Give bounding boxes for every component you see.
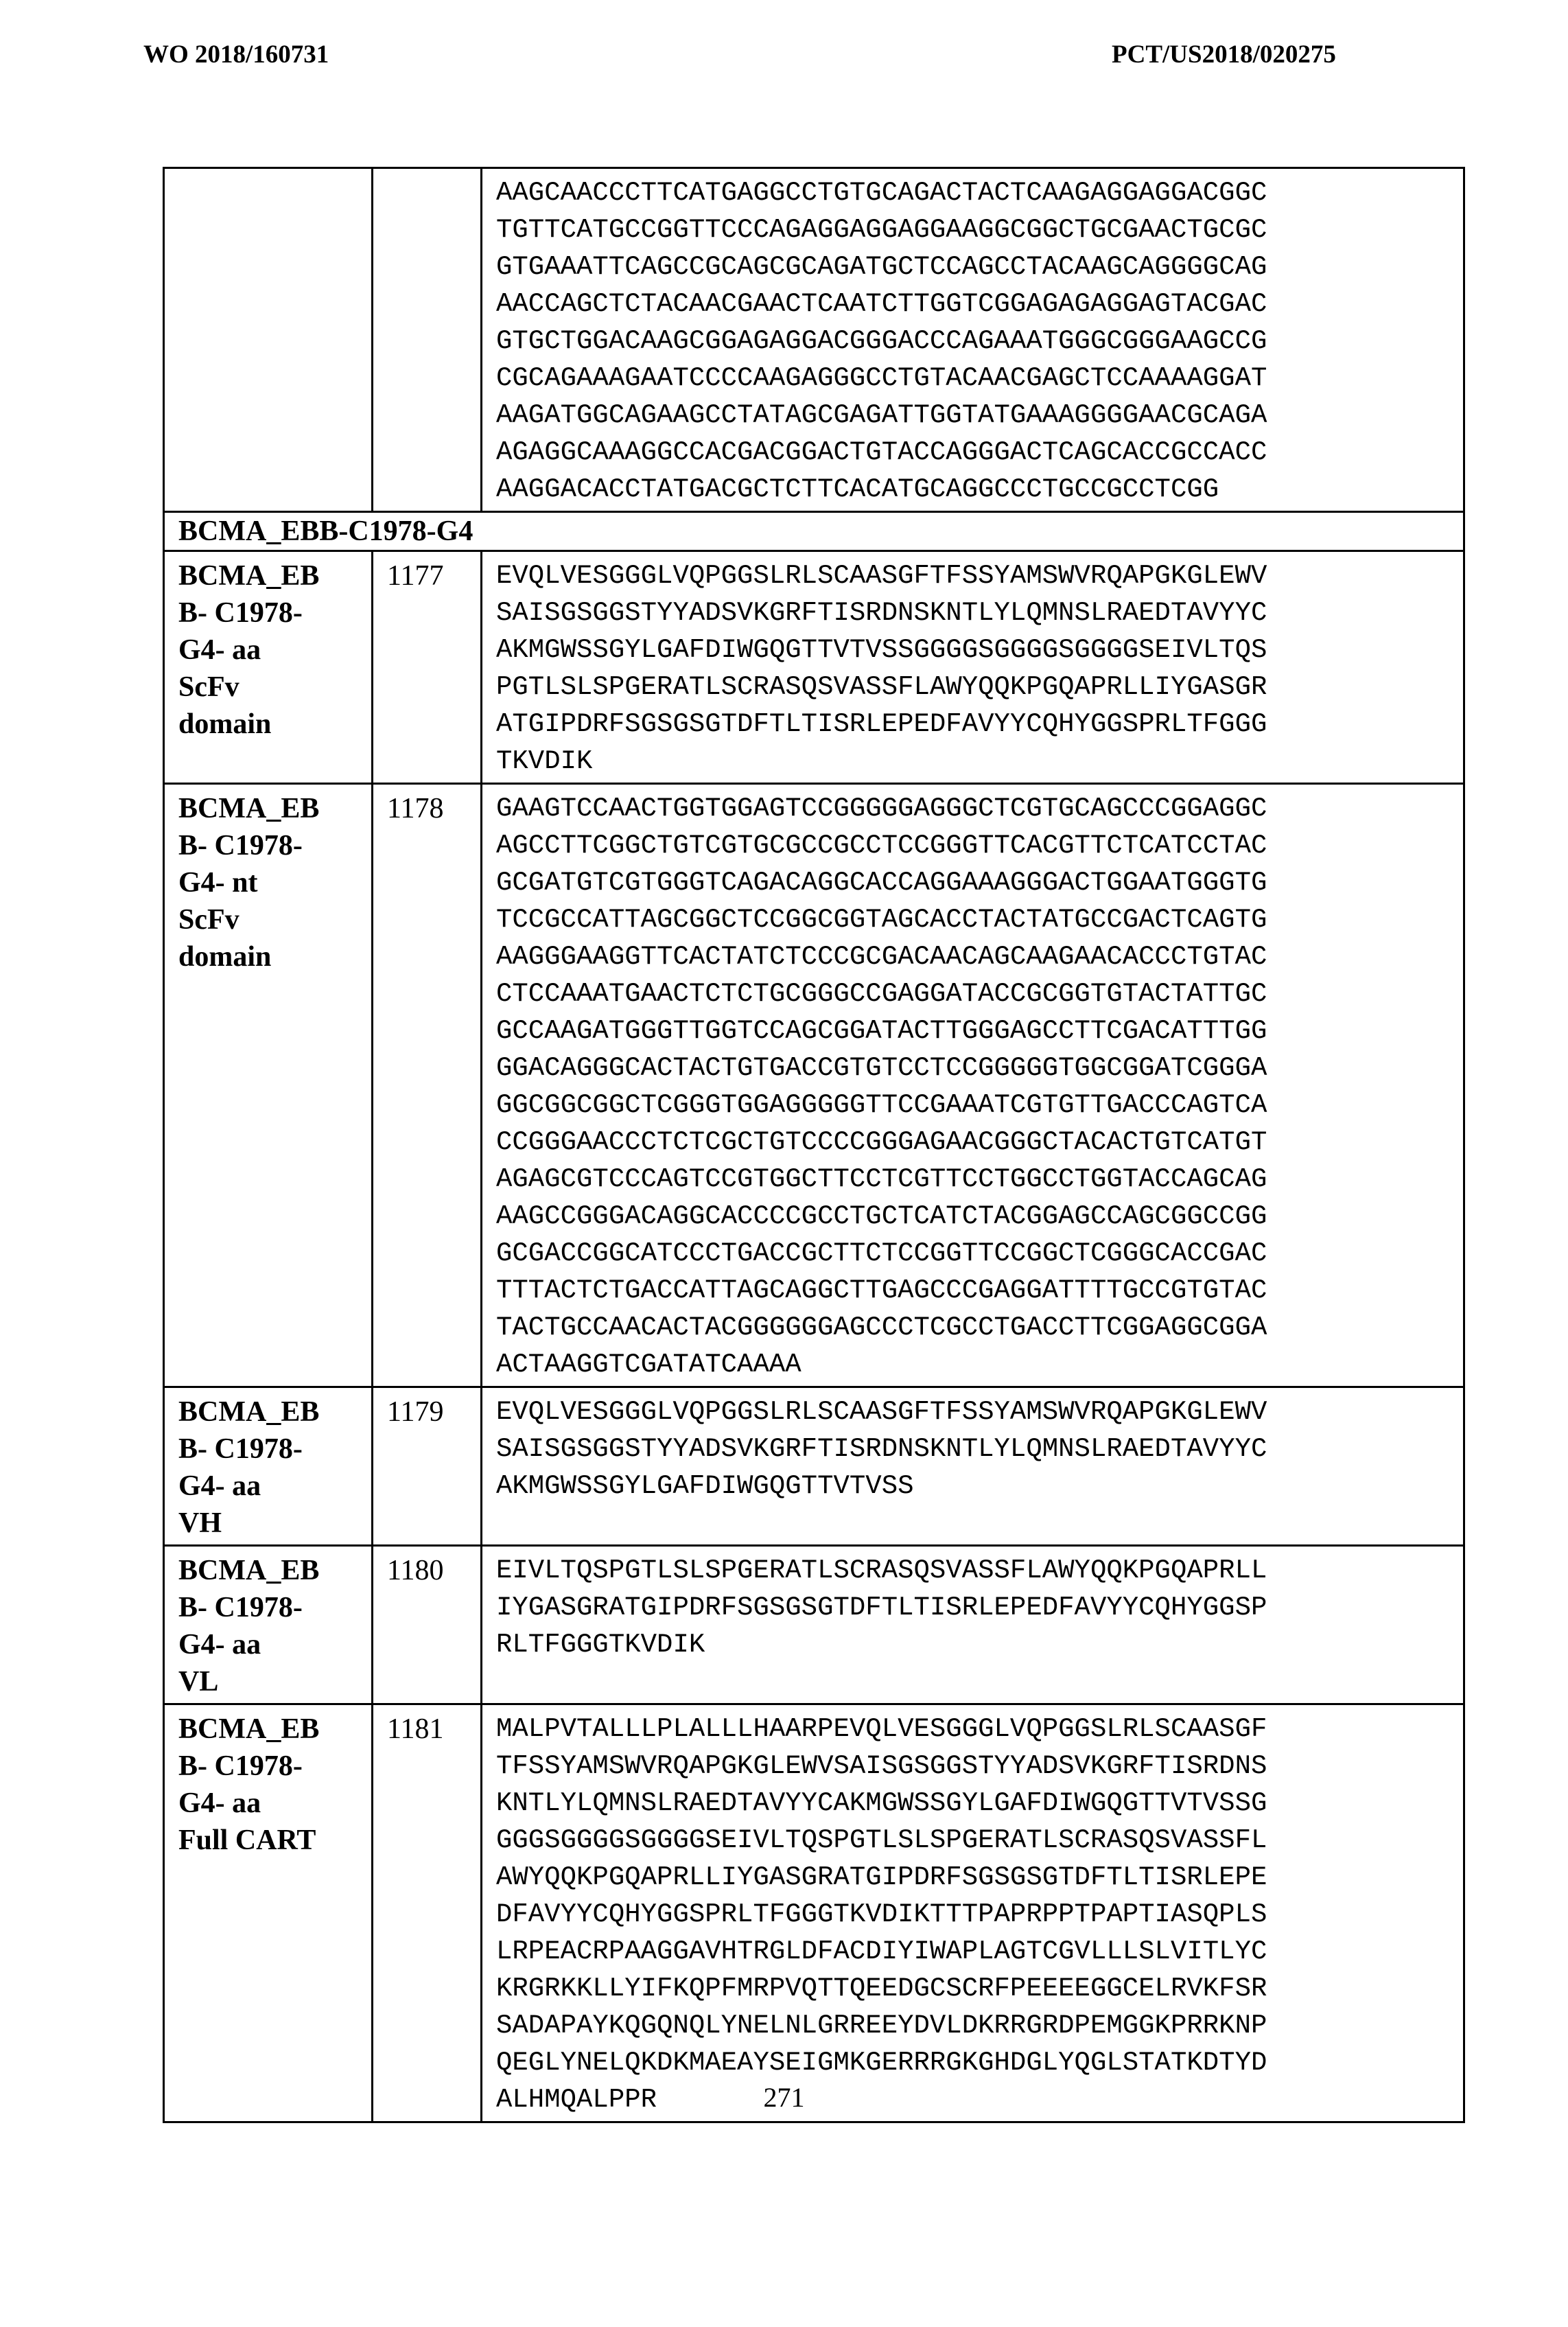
sequence-name-line: VL [178,1666,219,1698]
sequence-entry-row [164,1387,1464,1546]
sequence-line: EVQLVESGGGLVQPGGSLRLSCAASGFTFSSYAMSWVRQAPGKGLEWV [496,561,1267,591]
sequence-entry-row [164,1546,1464,1704]
sequence-line: GGACAGGGCACTACTGTGACCGTGTCCTCCGGGGGTGGCGGATCGGGA [496,1053,1267,1083]
sequence-line: TKVDIK [496,746,593,776]
sequence-id: 1178 [373,784,482,1387]
sequence-line: AKMGWSSGYLGAFDIWGQGTTVTVSSGGGGSGGGGSGGGGSEIVLTQS [496,635,1267,665]
sequence-name-line: B- C1978- [178,1592,303,1623]
sequence-line: SADAPAYKQGQNQLYNELNLGRREEYDVLDKRRGRDPEMGGKPRRKNP [496,2011,1267,2041]
sequence-name-line: G4- aa [178,634,261,666]
sequence-line: ALHMQALPPR [496,2085,657,2115]
sequence-name-line: VH [178,1507,222,1539]
sequence-name-line: B- C1978- [178,1433,303,1465]
sequence-line: GAAGTCCAACTGGTGGAGTCCGGGGGAGGGCTCGTGCAGCCCGGAGGC [496,794,1267,824]
sequence-cell [482,551,1464,784]
sequence-table [163,167,1465,2123]
sequence-line: RLTFGGGTKVDIK [496,1630,705,1660]
sequence-line: AGAGGCAAAGGCCACGACGGACTGTACCAGGGACTCAGCACCGCCACC [496,437,1267,467]
sequence-name-line: G4- nt [178,867,258,899]
sequence-line: TCCGCCATTAGCGGCTCCGGCGGTAGCACCTACTATGCCGACTCAGTG [496,905,1267,935]
sequence-line: ATGIPDRFSGSGSGTDFTLTISRLEPEDFAVYYCQHYGGSPRLTFGGG [496,709,1267,739]
sequence-name-line: G4- aa [178,1787,261,1819]
sequence-line: IYGASGRATGIPDRFSGSGSGTDFTLTISRLEPEDFAVYYCQHYGGSP [496,1593,1267,1623]
sequence-line: GGCGGCGGCTCGGGTGGAGGGGGTTCCGAAATCGTGTTGACCCAGTCA [496,1090,1267,1120]
sequence-name-line: B- C1978- [178,830,303,861]
sequence-name-line: domain [178,708,272,740]
sequence-line: GTGAAATTCAGCCGCAGCGCAGATGCTCCAGCCTACAAGCAGGGGCAG [496,252,1267,282]
sequence-id: 1180 [373,1546,482,1704]
sequence-line: PGTLSLSPGERATLSCRASQSVASSFLAWYQQKPGQAPRLLIYGASGR [496,672,1267,702]
sequence-line: ACTAAGGTCGATATCAAAA [496,1350,801,1380]
sequence-name-line: ScFv [178,671,239,703]
sequence-line: CCGGGAACCCTCTCGCTGTCCCCGGGAGAACGGGCTACACTGTCATGT [496,1127,1267,1157]
sequence-line: GCGACCGGCATCCCTGACCGCTTCTCCGGTTCCGGCTCGGGCACCGAC [496,1238,1267,1269]
sequence-name-line: B- C1978- [178,1750,303,1782]
sequence-cell [482,1387,1464,1546]
sequence-line: AACCAGCTCTACAACGAACTCAATCTTGGTCGGAGAGAGGAGTACGAC [496,289,1267,319]
sequence-name-line: Full CART [178,1825,316,1856]
sequence-entry-row [164,784,1464,1387]
sequence-name-line: G4- aa [178,1629,261,1660]
sequence-entry-row [164,1704,1464,2122]
sequence-name-line: BCMA_EB [178,793,320,824]
sequence-line: AAGCCGGGACAGGCACCCCGCCTGCTCATCTACGGAGCCAGCGGCCGG [496,1201,1267,1231]
sequence-name-line: BCMA_EB [178,1713,320,1745]
sequence-line: AWYQQKPGQAPRLLIYGASGRATGIPDRFSGSGSGTDFTLTISRLEPE [496,1862,1267,1892]
sequence-line: AGCCTTCGGCTGTCGTGCGCCGCCTCCGGGTTCACGTTCTCATCCTAC [496,831,1267,861]
sequence-id: 1177 [373,551,482,784]
sequence-line: GTGCTGGACAAGCGGAGAGGACGGGACCCAGAAATGGGCGGGAAGCCG [496,326,1267,356]
sequence-name-cell [164,1704,373,2122]
sequence-line: AGAGCGTCCCAGTCCGTGGCTTCCTCGTTCCTGGCCTGGTACCAGCAG [496,1164,1267,1194]
sequence-name-cell [164,1546,373,1704]
sequence-cell [482,1546,1464,1704]
sequence-name-line: BCMA_EB [178,1396,320,1428]
continuation-row [164,168,1464,512]
sequence-line: AAGATGGCAGAAGCCTATAGCGAGATTGGTATGAAAGGGGAACGCAGA [496,400,1267,430]
sequence-name-cell [164,1387,373,1546]
sequence-name-line: domain [178,941,272,973]
sequence-line: AAGGACACCTATGACGCTCTTCACATGCAGGCCCTGCCGCCTCGG [496,474,1219,505]
sequence-line: TACTGCCAACACTACGGGGGGAGCCCTCGCCTGACCTTCGGAGGCGGA [496,1312,1267,1343]
sequence-cell [482,784,1464,1387]
sequence-line: AKMGWSSGYLGAFDIWGQGTTVTVSS [496,1471,914,1501]
sequence-line: DFAVYYCQHYGGSPRLTFGGGTKVDIKTTTPAPRPPTPAPTIASQPLS [496,1899,1267,1930]
section-title: BCMA_EBB-C1978-G4 [164,512,1464,551]
sequence-name-line: G4- aa [178,1470,261,1502]
continuation-sequence-cell [482,168,1464,512]
section-row [164,512,1464,551]
sequence-line: AAGGGAAGGTTCACTATCTCCCGCGACAACAGCAAGAACACCCTGTAC [496,942,1267,972]
sequence-line: AAGCAACCCTTCATGAGGCCTGTGCAGACTACTCAAGAGGAGGACGGC [496,178,1267,208]
sequence-line: KRGRKKLLYIFKQPFMRPVQTTQEEDGCSCRFPEEEEGGCELRVKFSR [496,1973,1267,2004]
sequence-line: TFSSYAMSWVRQAPGKGLEWVSAISGSGGSTYYADSVKGRFTISRDNS [496,1751,1267,1781]
sequence-id: 1181 [373,1704,482,2122]
sequence-line: TTTACTCTGACCATTAGCAGGCTTGAGCCCGAGGATTTTGCCGTGTAC [496,1275,1267,1306]
sequence-line: MALPVTALLLPLALLLHAARPEVQLVESGGGLVQPGGSLRLSCAASGF [496,1714,1267,1744]
sequence-line: TGTTCATGCCGGTTCCCAGAGGAGGAGGAAGGCGGCTGCGAACTGCGC [496,215,1267,245]
sequence-line: EVQLVESGGGLVQPGGSLRLSCAASGFTFSSYAMSWVRQAPGKGLEWV [496,1397,1267,1427]
sequence-line: SAISGSGGSTYYADSVKGRFTISRDNSKNTLYLQMNSLRAEDTAVYYC [496,1434,1267,1464]
continuation-name-cell [164,168,373,512]
sequence-table-body [164,168,1464,2122]
patent-publication-number: WO 2018/160731 [143,40,329,69]
sequence-line: SAISGSGGSTYYADSVKGRFTISRDNSKNTLYLQMNSLRAEDTAVYYC [496,598,1267,628]
sequence-line: GCCAAGATGGGTTGGTCCAGCGGATACTTGGGAGCCTTCGACATTTGG [496,1016,1267,1046]
sequence-entry-row [164,551,1464,784]
sequence-line: KNTLYLQMNSLRAEDTAVYYCAKMGWSSGYLGAFDIWGQGTTVTVSSG [496,1788,1267,1818]
sequence-name-line: B- C1978- [178,597,303,629]
sequence-name-line: BCMA_EB [178,560,320,592]
sequence-line: CTCCAAATGAACTCTCTGCGGGCCGAGGATACCGCGGTGTACTATTGC [496,979,1267,1009]
sequence-line: GCGATGTCGTGGGTCAGACAGGCACCAGGAAAGGGACTGGAATGGGTG [496,868,1267,898]
sequence-line: GGGSGGGGSGGGGSEIVLTQSPGTLSLSPGERATLSCRASQSVASSFL [496,1825,1267,1855]
page-number: 271 [763,2082,805,2113]
sequence-cell [482,1704,1464,2122]
sequence-name-line: BCMA_EB [178,1555,320,1586]
sequence-name-line: ScFv [178,904,239,936]
sequence-line: CGCAGAAAGAATCCCCAAGAGGGCCTGTACAACGAGCTCCAAAAGGAT [496,363,1267,393]
continuation-id-cell [373,168,482,512]
sequence-line: QEGLYNELQKDKMAEAYSEIGMKGERRRGKGHDGLYQGLSTATKDTYD [496,2048,1267,2078]
sequence-line: EIVLTQSPGTLSLSPGERATLSCRASQSVASSFLAWYQQKPGQAPRLL [496,1555,1267,1586]
pct-application-number: PCT/US2018/020275 [1112,40,1336,69]
sequence-name-cell [164,784,373,1387]
sequence-id: 1179 [373,1387,482,1546]
sequence-name-cell [164,551,373,784]
sequence-line: LRPEACRPAAGGAVHTRGLDFACDIYIWAPLAGTCGVLLLSLVITLYC [496,1936,1267,1967]
